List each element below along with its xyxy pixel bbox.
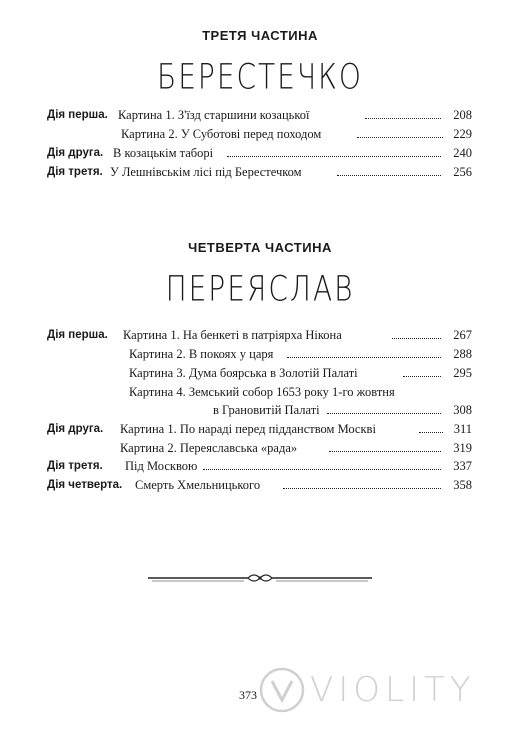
entry-title: в Грановитій Палаті	[213, 403, 320, 417]
toc-entry	[47, 439, 472, 457]
page-ref: 288	[453, 347, 472, 361]
page-ref: 267	[453, 328, 472, 342]
entry-title: Картина 2. Переяславська «рада»	[120, 441, 298, 455]
toc-entry	[47, 364, 472, 382]
toc-entry-continuation	[47, 401, 472, 419]
entry-title: Картина 4. Земський собор 1653 року 1-го жовтня	[129, 385, 395, 399]
ornament-divider	[148, 571, 372, 585]
entry-title: Під Москвою	[125, 459, 198, 473]
page-ref: 308	[453, 403, 472, 417]
toc-entry	[47, 345, 472, 363]
leader-dots	[357, 137, 443, 138]
toc-entry	[47, 106, 472, 124]
entry-title: Картина 2. В покоях у царя	[129, 347, 274, 361]
act-label: Дія перша.	[47, 109, 108, 121]
act-label: Дія третя.	[47, 166, 103, 178]
leader-dots	[203, 469, 441, 470]
part-three-title: БЕРЕСТЕЧКО	[157, 55, 363, 98]
toc-entry	[47, 383, 472, 401]
entry-title: Картина 1. На бенкеті в патріярха Нікона	[123, 328, 342, 342]
part-four-title: ПЕРЕЯСЛАВ	[165, 267, 355, 310]
part-four-heading: ЧЕТВЕРТА ЧАСТИНА	[188, 240, 332, 255]
leader-dots	[283, 488, 441, 489]
page-ref: 208	[453, 108, 472, 122]
violity-logo-icon	[258, 666, 306, 714]
toc-entry	[47, 125, 472, 143]
act-label: Дія перша.	[47, 329, 108, 341]
page-ref: 311	[453, 422, 472, 436]
page-ref: 256	[453, 165, 472, 179]
page-ref: 358	[453, 478, 472, 492]
toc-entry	[47, 163, 472, 181]
leader-dots	[287, 357, 441, 358]
leader-dots	[329, 451, 441, 452]
page-ref: 337	[453, 459, 472, 473]
entry-title: Смерть Хмельницького	[135, 478, 261, 492]
page-number: 373	[239, 688, 257, 702]
page-ref: 229	[453, 127, 472, 141]
leader-dots	[327, 413, 441, 414]
entry-title: Картина 1. По нараді перед підданством Москві	[120, 422, 376, 436]
entry-title: Картина 2. У Суботові перед походом	[121, 127, 322, 141]
act-label: Дія друга.	[47, 147, 104, 159]
violity-watermark	[258, 666, 508, 716]
leader-dots	[365, 118, 441, 119]
page-ref: 240	[453, 146, 472, 160]
entry-title: В козацькім таборі	[113, 146, 214, 160]
act-label: Дія друга.	[47, 423, 104, 435]
leader-dots	[337, 175, 441, 176]
toc-entry	[47, 420, 472, 438]
page-ref: 295	[453, 366, 472, 380]
toc-entry	[47, 144, 472, 162]
act-label: Дія третя.	[47, 460, 103, 472]
entry-title: Картина 1. З'їзд старшини козацької	[118, 108, 310, 122]
page-ref: 319	[453, 441, 472, 455]
watermark-text: VIOLITY	[310, 670, 476, 710]
toc-entry	[47, 457, 472, 475]
toc-entry	[47, 476, 472, 494]
leader-dots	[392, 338, 441, 339]
act-label: Дія четверта.	[47, 479, 123, 491]
toc-entry	[47, 326, 472, 344]
entry-title: Картина 3. Дума боярська в Золотій Палаті	[129, 366, 358, 380]
leader-dots	[419, 432, 443, 433]
leader-dots	[227, 156, 441, 157]
entry-title: У Лешнівськім лісі під Берестечком	[110, 165, 302, 179]
leader-dots	[403, 376, 441, 377]
part-three-heading: ТРЕТЯ ЧАСТИНА	[202, 28, 318, 43]
